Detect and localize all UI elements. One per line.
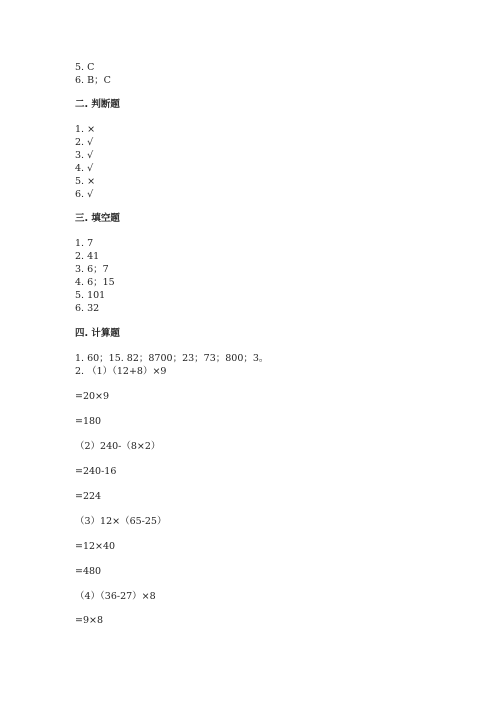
calc-line: =240-16 — [75, 466, 117, 477]
calc-line: =20×9 — [75, 391, 110, 402]
answer-line: 4. 6；15 — [75, 277, 115, 288]
answer-line: 5. 101 — [75, 290, 106, 301]
answer-line: 2. √ — [75, 137, 94, 148]
calc-line: =9×8 — [75, 615, 104, 626]
section-heading-calculation: 四. 计算题 — [75, 328, 120, 339]
calc-line: （3）12×（65-25） — [75, 516, 167, 527]
calc-line: =180 — [75, 416, 102, 427]
answer-line: 3. √ — [75, 150, 94, 161]
answer-line: 6. 32 — [75, 303, 100, 314]
section-heading-fill-blank: 三. 填空题 — [75, 213, 120, 224]
calc-line: =480 — [75, 566, 102, 577]
calc-line: =12×40 — [75, 541, 116, 552]
calc-line: 2. （1）（12+8）×9 — [75, 366, 167, 377]
calc-line: =224 — [75, 491, 102, 502]
answer-line: 6. √ — [75, 189, 94, 200]
answer-line: 1. 7 — [75, 238, 94, 249]
answer-line: 4. √ — [75, 163, 94, 174]
section-heading-judgment: 二. 判断题 — [75, 99, 120, 110]
answer-line: 1. × — [75, 124, 96, 135]
calc-line: 1. 60；15. 82；8700；23；73；800；3。 — [75, 353, 269, 364]
answer-line: 5. C — [75, 62, 95, 73]
answer-line: 5. × — [75, 176, 96, 187]
calc-line: （4）（36-27）×8 — [75, 591, 156, 602]
calc-line: （2）240-（8×2） — [75, 441, 161, 452]
answer-line: 2. 41 — [75, 251, 100, 262]
answer-line: 6. B；C — [75, 75, 111, 86]
answer-line: 3. 6；7 — [75, 264, 109, 275]
